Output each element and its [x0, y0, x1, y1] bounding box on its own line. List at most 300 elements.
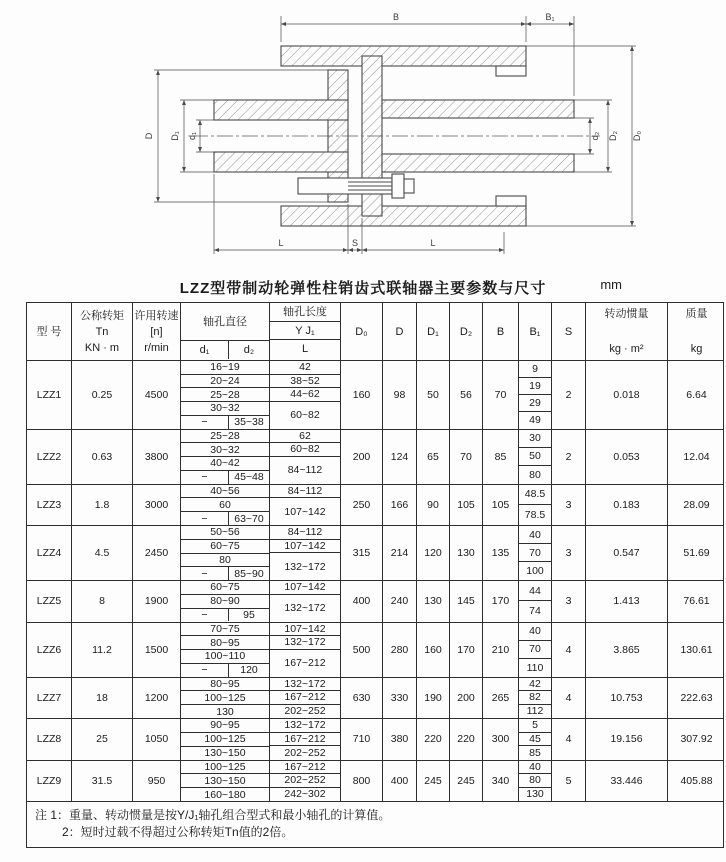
cell-D: 124 [383, 430, 417, 484]
B1-cell: 100 [526, 565, 544, 577]
cell-model: LZZ2 [27, 430, 72, 484]
drum-rim-lip-top [496, 66, 526, 76]
header-D2: D₂ [450, 303, 483, 360]
bore-range: 80~90 [210, 595, 240, 608]
bore-range: 60 [219, 498, 231, 511]
cell-inertia: 3.865 [586, 623, 668, 677]
bore-subrow [181, 402, 269, 416]
header-D1: D₁ [417, 303, 450, 360]
bore-range: 130~150 [204, 747, 246, 760]
cell-D: 380 [383, 719, 417, 760]
B1-cell: 19 [519, 378, 551, 395]
cell-D1: 120 [417, 526, 450, 580]
coupling-drawing [0, 0, 726, 272]
length-cell: 44~62 [270, 388, 340, 402]
dim-label-L-right: L [430, 238, 436, 248]
cell-bore-diameters [181, 678, 270, 719]
cell-D1: 130 [417, 581, 450, 622]
header-torque [72, 303, 133, 360]
length-cell: 202~252 [284, 705, 326, 718]
bore-range: 160~180 [204, 788, 246, 801]
table-row [27, 361, 723, 430]
cell-S: 2 [552, 430, 586, 484]
header-bore-diameter [181, 303, 270, 360]
cell-inertia: 0.053 [586, 430, 668, 484]
dim-label-d2: d₂ [590, 131, 600, 141]
cell-bore-diameters [181, 719, 270, 760]
cell-B: 105 [483, 485, 519, 526]
table-row [27, 719, 723, 761]
bore-range: 100~125 [204, 733, 246, 746]
cell-model: LZZ4 [27, 526, 72, 580]
cell-D2: 70 [450, 430, 483, 484]
cell-D2: 200 [450, 678, 483, 719]
bore-range: 70~75 [210, 622, 240, 635]
bore-subrow [181, 719, 269, 733]
cell-D2: 170 [450, 623, 483, 677]
cell-allowable-speed: 950 [133, 761, 181, 802]
B1-cell: 30 [519, 430, 551, 448]
cell-allowable-speed: 3000 [133, 485, 181, 526]
B1-cell: 50 [519, 448, 551, 466]
bore-subrow [181, 388, 269, 402]
bore-subrow [181, 554, 269, 568]
cell-D: 280 [383, 623, 417, 677]
cell-B: 210 [483, 623, 519, 677]
cell-S: 5 [552, 761, 586, 802]
length-cell: 84~112 [287, 464, 323, 476]
cell-model: LZZ9 [27, 761, 72, 802]
cell-D2: 220 [450, 719, 483, 760]
length-cell: 132~172 [270, 678, 340, 692]
cell-bore-lengths [270, 678, 341, 719]
B1-cell: 80 [519, 774, 551, 788]
bore-range: 30~32 [210, 443, 240, 456]
length-cell: 167~212 [270, 691, 340, 705]
note-2: 2：短时过载不得超过公称转矩Tn值的2倍。 [62, 825, 294, 839]
cell-model: LZZ1 [27, 361, 72, 429]
cell-nominal-torque: 18 [72, 678, 133, 719]
cell-bore-lengths [270, 430, 341, 484]
B1-cell: 80 [529, 468, 541, 481]
bore-subrow [181, 705, 269, 718]
cell-bore-diameters [181, 581, 270, 622]
cell-nominal-torque: 25 [72, 719, 133, 760]
cell-D2: 145 [450, 581, 483, 622]
header-speed-symbol: [n] [150, 325, 163, 338]
bore-d1: − [181, 609, 229, 622]
B1-cell: 48.5 [519, 485, 551, 505]
header-speed-unit: r/min [144, 341, 169, 354]
B1-cell: 85 [529, 746, 541, 759]
bore-d1: − [181, 512, 229, 525]
dim-label-d1: d₁ [187, 131, 197, 141]
cell-bore-lengths [270, 526, 341, 580]
bore-subrow [181, 540, 269, 554]
cell-D: 214 [383, 526, 417, 580]
cell-S: 2 [552, 361, 586, 429]
length-cell: 167~212 [270, 761, 340, 775]
bore-range: 100~110 [204, 650, 246, 663]
cell-bore-diameters [181, 361, 270, 429]
cell-mass: 130.61 [680, 643, 713, 656]
cell-inertia: 19.156 [586, 719, 668, 760]
cell-D0: 250 [341, 485, 383, 526]
note-1: 注 1：重量、转动惯量是按Y/J₁轴孔组合型式和最小轴孔的计算值。 [35, 808, 391, 822]
cell-bore-diameters [181, 761, 270, 802]
cell-mass: 76.61 [683, 595, 710, 608]
B1-cell: 74 [529, 605, 541, 618]
bore-d1: − [181, 416, 229, 429]
cell-mass: 405.88 [680, 774, 713, 787]
cell-S: 4 [552, 678, 586, 719]
cell-nominal-torque: 4.5 [72, 526, 133, 580]
cell-D1: 245 [417, 761, 450, 802]
bore-range: 130~150 [204, 774, 246, 787]
length-cell: 132~172 [270, 636, 340, 650]
header-bore-length-name: 轴孔长度 [283, 306, 327, 318]
cell-B: 70 [483, 361, 519, 429]
cell-mass: 51.69 [683, 547, 710, 559]
right-hub-bottom [382, 154, 574, 172]
cell-D0: 400 [341, 581, 383, 622]
bore-d2: 63~70 [234, 512, 264, 525]
B1-cell: 9 [519, 361, 551, 378]
bore-subrow [181, 595, 269, 609]
left-hub-top [214, 100, 348, 120]
parameter-table [26, 302, 724, 848]
bore-subrow [181, 774, 269, 788]
bore-subrow [181, 512, 269, 525]
bore-subrow [181, 416, 269, 429]
cell-B: 265 [483, 678, 519, 719]
cell-bore-diameters [181, 526, 270, 580]
bore-d2: 120 [240, 664, 258, 677]
cell-allowable-speed: 2450 [133, 526, 181, 580]
cell-mass: 307.92 [680, 733, 713, 746]
bore-subrow [181, 747, 269, 760]
cell-D0: 710 [341, 719, 383, 760]
table-notes [27, 802, 723, 847]
B1-cell: 110 [526, 661, 544, 674]
header-L: L [270, 339, 340, 358]
cell-S: 4 [552, 719, 586, 760]
bore-d1: − [181, 567, 229, 580]
dim-label-D2: D₂ [608, 131, 618, 141]
header-B: B [483, 303, 519, 360]
bore-range: 130 [216, 705, 234, 718]
cell-allowable-speed: 1050 [133, 719, 181, 760]
cell-inertia: 0.183 [586, 485, 668, 526]
cell-D1: 220 [417, 719, 450, 760]
header-torque-unit: KN · m [84, 341, 120, 354]
cell-B1 [519, 361, 552, 429]
bore-subrow [181, 457, 269, 471]
table-row [27, 581, 723, 623]
length-cell: 132~172 [284, 602, 326, 614]
cell-nominal-torque: 31.5 [72, 761, 133, 802]
cell-B: 300 [483, 719, 519, 760]
header-D: D [383, 303, 417, 360]
cell-inertia: 0.547 [586, 526, 668, 580]
B1-cell: 78.5 [524, 508, 546, 521]
bore-subrow [181, 650, 269, 664]
bore-subrow [181, 485, 269, 499]
cell-D2: 105 [450, 485, 483, 526]
cell-D1: 50 [417, 361, 450, 429]
table-header [27, 303, 723, 361]
length-cell: 60~82 [270, 443, 340, 457]
cell-model: LZZ7 [27, 678, 72, 719]
header-bore-diameter-name: 轴孔直径 [203, 315, 247, 328]
table-row [27, 430, 723, 485]
bore-range: 60~75 [210, 540, 240, 553]
cell-bore-diameters [181, 485, 270, 526]
header-mass-name: 质量 [685, 308, 708, 320]
length-cell: 167~212 [270, 733, 340, 747]
cell-S: 4 [552, 623, 586, 677]
cell-nominal-torque: 11.2 [72, 623, 133, 677]
cell-D1: 65 [417, 430, 450, 484]
dim-label-B1: B₁ [545, 12, 555, 22]
bore-subrow [181, 761, 269, 775]
cell-B1 [519, 526, 552, 580]
B1-cell: 29 [519, 395, 551, 412]
length-cell: 132~172 [270, 719, 340, 733]
cell-bore-diameters [181, 623, 270, 677]
cell-B1 [519, 581, 552, 622]
dim-label-D1: D₁ [170, 131, 180, 141]
length-cell: 107~142 [284, 505, 326, 518]
cell-allowable-speed: 1900 [133, 581, 181, 622]
cell-D0: 630 [341, 678, 383, 719]
bore-subrow [181, 678, 269, 692]
bore-range: 40~56 [210, 484, 240, 497]
length-cell: 62 [270, 430, 340, 444]
B1-cell: 82 [519, 691, 551, 705]
dim-label-D: D [144, 132, 154, 140]
cell-model: LZZ5 [27, 581, 72, 622]
length-cell: 38~52 [270, 375, 340, 389]
header-inertia-unit: kg · m² [609, 343, 644, 355]
bore-d1: − [181, 664, 229, 677]
bore-subrow [181, 361, 269, 375]
cell-D1: 190 [417, 678, 450, 719]
B1-cell: 5 [519, 719, 551, 733]
cell-B1 [519, 761, 552, 802]
cell-B1 [519, 485, 552, 526]
cell-nominal-torque: 1.8 [72, 485, 133, 526]
table-body [27, 361, 723, 802]
header-D0: D₀ [341, 303, 383, 360]
table-row [27, 526, 723, 581]
cell-inertia: 1.413 [586, 581, 668, 622]
length-cell: 60~82 [290, 409, 320, 421]
header-speed-name: 许用转速 [134, 309, 179, 322]
B1-cell: 49 [529, 414, 541, 427]
bore-subrow [181, 609, 269, 622]
header-d1: d₁ [181, 341, 229, 359]
bore-subrow [181, 636, 269, 650]
length-cell: 202~252 [270, 774, 340, 788]
cell-S: 3 [552, 485, 586, 526]
cell-D2: 130 [450, 526, 483, 580]
bore-subrow [181, 526, 269, 540]
title-bar [0, 272, 726, 302]
header-inertia-name: 转动惯量 [604, 308, 649, 320]
length-cell: 107~142 [270, 540, 340, 554]
bore-subrow [181, 430, 269, 444]
cell-D: 240 [383, 581, 417, 622]
header-d2: d₂ [243, 344, 255, 356]
header-inertia [586, 303, 668, 360]
bore-d2: 35~38 [234, 416, 264, 429]
bore-range: 25~28 [210, 388, 240, 401]
bore-range: 80~95 [210, 677, 240, 690]
B1-cell: 40 [519, 526, 551, 544]
B1-cell: 70 [519, 641, 551, 659]
bore-subrow [181, 733, 269, 747]
cell-mass: 222.63 [680, 691, 713, 704]
length-cell: 42 [270, 361, 340, 375]
cell-bore-lengths [270, 623, 341, 677]
right-hub-top [382, 100, 574, 118]
header-torque-name: 公称转矩 [80, 309, 124, 322]
bore-subrow [181, 788, 269, 801]
bore-subrow [181, 498, 269, 512]
bore-range: 40~42 [210, 457, 240, 470]
brake-drum-bottom [281, 206, 526, 226]
cell-mass: 12.04 [683, 450, 710, 463]
left-hub-bottom [214, 152, 348, 172]
header-torque-symbol: Tn [95, 325, 109, 338]
cell-B1 [519, 719, 552, 760]
length-cell: 107~142 [270, 581, 340, 595]
cell-D0: 200 [341, 430, 383, 484]
cell-model: LZZ3 [27, 485, 72, 526]
header-bore-length [270, 303, 341, 360]
cell-bore-lengths [270, 761, 341, 802]
cell-B: 85 [483, 430, 519, 484]
cell-D: 166 [383, 485, 417, 526]
length-cell: 84~112 [270, 526, 340, 540]
bore-d1: − [181, 471, 229, 484]
cell-mass: 6.64 [686, 388, 707, 401]
bore-d2: 85~90 [234, 567, 264, 580]
bore-range: 100~125 [204, 760, 246, 773]
cell-bore-lengths [270, 485, 341, 526]
cell-D0: 315 [341, 526, 383, 580]
length-cell: 84~112 [270, 485, 340, 499]
length-cell: 167~212 [284, 657, 326, 669]
length-cell: 132~172 [284, 560, 326, 573]
length-cell: 202~252 [284, 746, 326, 759]
B1-cell: 40 [519, 761, 551, 775]
bore-range: 30~32 [210, 402, 240, 415]
cell-D0: 800 [341, 761, 383, 802]
cell-allowable-speed: 4500 [133, 361, 181, 429]
cell-nominal-torque: 0.63 [72, 430, 133, 484]
B1-cell: 130 [526, 788, 544, 801]
cell-S: 3 [552, 526, 586, 580]
bore-subrow [181, 443, 269, 457]
B1-cell: 45 [519, 733, 551, 747]
cell-model: LZZ6 [27, 623, 72, 677]
length-cell: 107~142 [270, 623, 340, 637]
pin-nut-tip [404, 179, 414, 193]
pin-nut [392, 174, 404, 198]
B1-cell: 44 [519, 581, 551, 601]
header-S: S [552, 303, 586, 360]
cell-bore-diameters [181, 430, 270, 484]
bore-subrow [181, 471, 269, 484]
table-row [27, 623, 723, 678]
cell-D: 330 [383, 678, 417, 719]
cell-D: 98 [383, 361, 417, 429]
bore-subrow [181, 623, 269, 637]
header-mass [668, 303, 725, 360]
header-speed [133, 303, 181, 360]
bore-range: 50~56 [210, 526, 240, 539]
bore-subrow [181, 567, 269, 580]
B1-cell: 70 [519, 544, 551, 562]
bore-range: 80 [219, 553, 231, 566]
cell-inertia: 10.753 [586, 678, 668, 719]
cell-D1: 90 [417, 485, 450, 526]
bore-subrow [181, 375, 269, 389]
cell-allowable-speed: 1200 [133, 678, 181, 719]
cell-nominal-torque: 0.25 [72, 361, 133, 429]
dim-label-B: B [392, 12, 400, 22]
bore-range: 80~95 [210, 636, 240, 649]
bore-subrow [181, 664, 269, 677]
bore-subrow [181, 581, 269, 595]
bore-range: 20~24 [210, 375, 240, 388]
dim-label-D0: D₀ [632, 130, 642, 142]
table-row [27, 485, 723, 527]
B1-cell: 40 [519, 623, 551, 641]
bore-range: 100~125 [204, 691, 246, 704]
cell-D1: 160 [417, 623, 450, 677]
bore-range: 25~28 [210, 429, 240, 442]
bore-subrow [181, 691, 269, 705]
length-cell: 242~302 [284, 788, 326, 801]
brake-drum-top [281, 46, 526, 66]
cell-D0: 160 [341, 361, 383, 429]
cell-B: 135 [483, 526, 519, 580]
header-B1: B₁ [519, 303, 552, 360]
cell-B1 [519, 430, 552, 484]
drum-rim-lip-bottom [496, 196, 526, 206]
header-yj: Y J₁ [270, 321, 340, 339]
cell-nominal-torque: 8 [72, 581, 133, 622]
cell-mass: 28.09 [683, 498, 710, 511]
header-mass-unit: kg [690, 343, 703, 355]
header-model: 型 号 [27, 303, 72, 360]
cell-B1 [519, 623, 552, 677]
cell-model: LZZ8 [27, 719, 72, 760]
cell-S: 3 [552, 581, 586, 622]
cell-D0: 500 [341, 623, 383, 677]
unit-label: mm [600, 277, 622, 292]
cell-B1 [519, 678, 552, 719]
page-title: LZZ型带制动轮弹性柱销齿式联轴器主要参数与尺寸 [179, 279, 547, 297]
table-row [27, 678, 723, 720]
bore-range: 60~75 [210, 581, 240, 594]
bore-range: 90~95 [210, 719, 240, 732]
cell-inertia: 0.018 [586, 361, 668, 429]
bore-d2: 45~48 [234, 471, 264, 484]
